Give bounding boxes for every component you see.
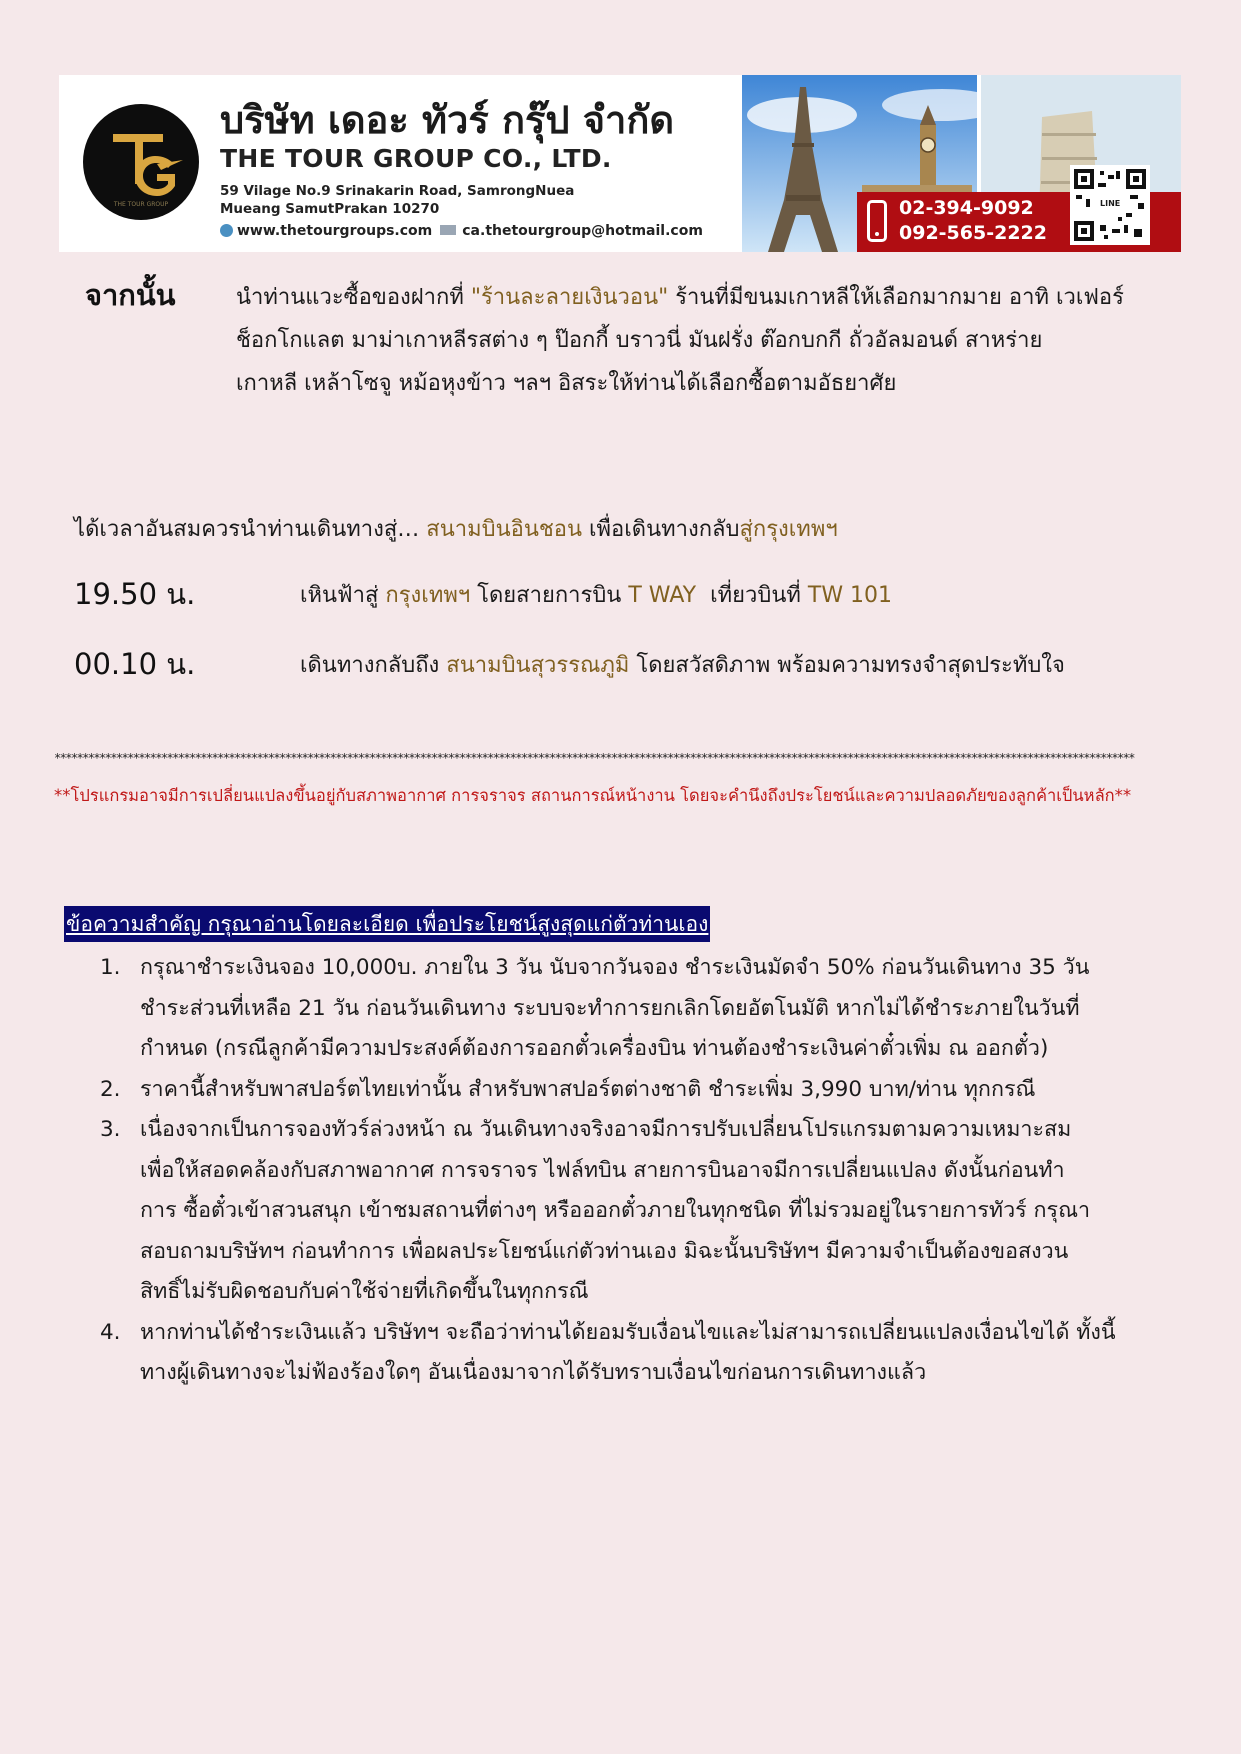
star-separator: ************************************************************************************************************************************************************************************************	[54, 752, 1134, 764]
company-name-th: บริษัท เดอะ ทัวร์ กรุ๊ป จำกัด	[220, 98, 675, 142]
transfer-text: เพื่อเดินทางกลับ	[582, 517, 740, 542]
list-item	[100, 1110, 1160, 1313]
flight-text: เที่ยวบินที่	[696, 583, 808, 608]
landmarks-photo	[742, 75, 1181, 252]
tg-logo-icon	[83, 104, 199, 220]
website-link[interactable]: www.thetourgroups.com	[237, 223, 433, 239]
list-line: เนื่องจากเป็นการจองทัวร์ล่วงหน้า ณ วันเดินทางจริงอาจมีการปรับเปลี่ยนโปรแกรมตามความเหมาะสม	[140, 1117, 1072, 1142]
flight-text: เหินฟ้าสู่	[300, 583, 386, 608]
list-line: กำหนด (กรณีลูกค้ามีความประสงค์ต้องการออกตั๋วเครื่องบิน ท่านต้องชำระเงินค่าตั๋วเพิ่ม ณ ออกตั๋ว)	[140, 1036, 1049, 1061]
arrival-text: เดินทางกลับถึง	[300, 653, 447, 678]
flight-line	[300, 577, 892, 612]
list-number: 1.	[100, 955, 121, 980]
email-icon	[440, 225, 456, 235]
then-text: นำท่านแวะซื้อของฝากที่	[236, 285, 471, 310]
suvarnabhumi-airport: สนามบินสุวรรณภูมิ	[446, 653, 630, 678]
address-line-1: 59 Vilage No.9 Srinakarin Road, SamrongNuea	[220, 183, 575, 199]
list-line: ทางผู้เดินทางจะไม่ฟ้องร้องใดๆ อันเนื่องมาจากได้รับทราบเงื่อนไขก่อนการเดินทางแล้ว	[140, 1360, 927, 1385]
list-line: สิทธิ์ไม่รับผิดชอบกับค่าใช้จ่ายที่เกิดขึ้นในทุกกรณี	[140, 1279, 589, 1304]
then-label: จากนั้น	[85, 278, 176, 312]
phone-number-1[interactable]: 02-394-9092	[899, 197, 1034, 219]
flight-time: 19.50 น.	[74, 577, 196, 611]
company-name-en: THE TOUR GROUP CO., LTD.	[220, 144, 612, 173]
list-line: ราคานี้สำหรับพาสปอร์ตไทยเท่านั้น สำหรับพาสปอร์ตต่างชาติ ชำระเพิ่ม 3,990 บาท/ท่าน ทุกกรณี	[140, 1076, 1036, 1102]
line-qr-code[interactable]	[1070, 165, 1150, 245]
arrival-line	[300, 647, 1065, 682]
then-line-3: เกาหลี เหล้าโซจู หม้อหุงข้าว ฯลฯ อิสระให้ท่านได้เลือกซื้อตามอัธยาศัย	[236, 371, 897, 396]
phone-number-2[interactable]: 092-565-2222	[899, 222, 1047, 244]
flight-text: โดยสายการบิน	[470, 583, 629, 608]
arrival-text: โดยสวัสดิภาพ พร้อมความทรงจำสุดประทับใจ	[629, 653, 1065, 678]
list-number: 2.	[100, 1076, 121, 1102]
then-line-1	[236, 279, 1124, 314]
qr-label: LINE	[1100, 199, 1121, 208]
shop-name: "ร้านละลายเงินวอน"	[470, 285, 669, 310]
transfer-text: ได้เวลาอันสมควรนำท่านเดินทางสู่…	[74, 517, 427, 542]
list-item	[100, 1313, 1160, 1394]
list-number: 3.	[100, 1117, 121, 1142]
list-line: การ ซื้อตั๋วเข้าสวนสนุก เข้าชมสถานที่ต่างๆ หรือออกตั๋วภายในทุกชนิด ที่ไม่รวมอยู่ในรายการทัวร์ กรุณา	[140, 1198, 1091, 1223]
then-line-2: ช็อกโกแลต มาม่าเกาหลีรสต่าง ๆ ป๊อกกี้ บราวนี่ มันฝรั่ง ต๊อกบกกี ถั่วอัลมอนด์ สาหร่าย	[236, 328, 1043, 353]
destination-bangkok: กรุงเทพฯ	[385, 583, 471, 608]
list-line: หากท่านได้ชำระเงินแล้ว บริษัทฯ จะถือว่าท่านได้ยอมรับเงื่อนไขและไม่สามารถเปลี่ยนแปลงเงื่อนไขได้ ทั้งนี้	[140, 1319, 1116, 1345]
phone-icon	[867, 200, 887, 242]
list-line: ชำระส่วนที่เหลือ 21 วัน ก่อนวันเดินทาง ระบบจะทำการยกเลิกโดยอัตโนมัติ หากไม่ได้ชำระภายในวันที่	[140, 995, 1080, 1021]
list-line: กรุณาชำระเงินจอง 10,000บ. ภายใน 3 วัน นับจากวันจอง ชำระเงินมัดจำ 50% ก่อนวันเดินทาง 35 วัน	[140, 955, 1090, 980]
company-address	[220, 182, 574, 218]
transfer-line	[74, 511, 838, 546]
address-line-2: Mueang SamutPrakan 10270	[220, 201, 440, 217]
incheon-airport: สนามบินอินชอน	[426, 517, 583, 542]
important-list	[100, 948, 1160, 1394]
airline-name: T WAY	[628, 583, 697, 608]
flight-number: TW 101	[807, 583, 893, 608]
company-contact	[220, 223, 703, 239]
list-item	[100, 948, 1160, 1070]
email-link[interactable]: ca.thetourgroup@hotmail.com	[462, 223, 703, 239]
logo-text: THE TOUR GROUP	[113, 201, 169, 208]
globe-icon	[220, 224, 233, 237]
company-info	[59, 75, 742, 252]
then-text: ร้านที่มีขนมเกาหลีให้เลือกมากมาย อาทิ เวเฟอร์	[668, 285, 1124, 310]
list-item	[100, 1070, 1160, 1111]
company-logo	[83, 104, 199, 220]
to-bangkok: สู่กรุงเทพฯ	[739, 517, 838, 542]
header-banner	[59, 75, 1181, 252]
list-line: สอบถามบริษัทฯ ก่อนทำการ เพื่อผลประโยชน์แก่ตัวท่านเอง มิฉะนั้นบริษัทฯ มีความจำเป็นต้องขอสงวน	[140, 1238, 1069, 1264]
program-change-note: **โปรแกรมอาจมีการเปลี่ยนแปลงขึ้นอยู่กับสภาพอากาศ การจราจร สถานการณ์หน้างาน โดยจะคำนึงถึงประโยชน์และความปลอดภัยของลูกค้าเป็นหลัก**	[54, 786, 1132, 805]
list-line: เพื่อให้สอดคล้องกับสภาพอากาศ การจราจร ไฟล์ทบิน สายการบินอาจมีการเปลี่ยนแปลง ดังนั้นก่อนทำ	[140, 1157, 1065, 1183]
important-heading: ข้อความสำคัญ กรุณาอ่านโดยละเอียด เพื่อประโยชน์สูงสุดแก่ตัวท่านเอง	[64, 906, 710, 942]
list-number: 4.	[100, 1319, 121, 1345]
arrival-time: 00.10 น.	[74, 647, 196, 681]
